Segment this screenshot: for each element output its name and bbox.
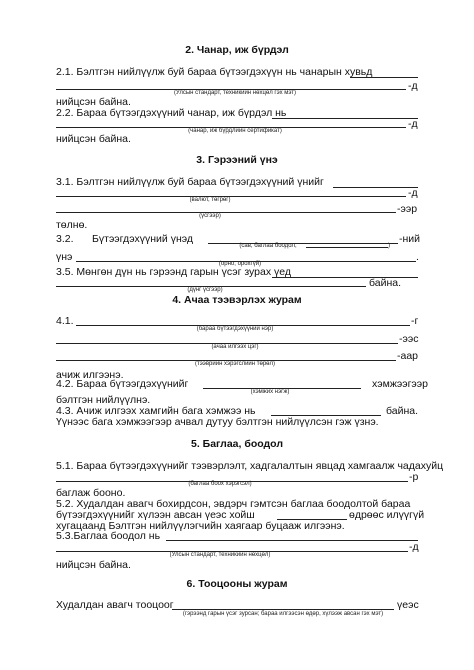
clause-5-3-text: 5.3.Баглаа боодол нь <box>56 530 161 542</box>
clause-5-1-suffix: -р <box>409 471 419 483</box>
clause-5-3-blank-1 <box>166 540 418 541</box>
clause-3-2-caption-blank <box>306 247 388 248</box>
clause-3-2-caption-close: ) <box>388 243 390 249</box>
clause-3-1-suffix-2: -ээр <box>397 203 418 215</box>
clause-5-2-line2-start: бүтээгдэхүүнийг хүлээн авсан үеэс хойш <box>56 509 255 521</box>
clause-2-2-text: 2.2. Бараа бүтээгдэхүүний чанар, иж бүрдэл нь <box>56 107 287 119</box>
clause-2-2-blank-1 <box>272 118 418 119</box>
section-5-title: 5. Баглаа, боодол <box>190 438 284 450</box>
clause-3-5-caption: (дүнг үсгээр) <box>187 287 223 293</box>
clause-4-1-caption-2: (ачаа илгээх цэг) <box>211 344 259 350</box>
clause-5-3-caption: (Улсын стандарт, техникийн нөхцөл) <box>169 552 271 558</box>
clause-2-2-caption: (чанар, иж бүрдлийн сертификат) <box>188 128 282 134</box>
clause-6-caption: (гэрээнд гарын үсэг зурсан; бараа илгээсэн өдөр, хүлээж авсан гэх мэт) <box>182 611 384 617</box>
clause-6-blank <box>172 609 394 610</box>
clause-3-5-suffix: байна. <box>369 277 402 289</box>
clause-3-2-suffix: -ний <box>399 233 421 245</box>
clause-3-1-text: 3.1. Бэлтгэн нийлүүлж буй бараа бүтээгдэхүүний үнийг <box>56 176 324 188</box>
clause-5-1-caption: (баглаа боох хэрэгсэл) <box>188 481 252 487</box>
clause-3-1-caption-words: (үсгээр) <box>199 213 221 219</box>
clause-5-2-line1: 5.2. Худалдан авагч бохирдсон, эвдэрч гэмтсэн баглаа боодолтой бараа <box>56 498 411 510</box>
clause-3-1-end: төлнө. <box>56 219 88 231</box>
clause-3-2-caption-package: (сав, баглаа боодол, <box>239 243 297 249</box>
clause-5-1-text: 5.1. Бараа бүтээгдэхүүнийг тээвэрлэлт, хадгалалтын явцад хамгаалж чадахуйц <box>56 460 444 472</box>
clause-3-1-caption-currency: (валют, төгрөг) <box>189 197 231 203</box>
clause-5-2-line3: хугацаанд Бэлтгэн нийлүүлэгчийн хаягаар буцааж илгээнэ. <box>56 520 345 532</box>
clause-6-text: Худалдан авагч тооцоог <box>56 599 174 611</box>
clause-2-1-blank-1 <box>350 77 418 78</box>
clause-5-1-end: баглаж бооно. <box>56 487 126 499</box>
clause-2-1-suffix: -д <box>408 80 418 92</box>
clause-2-1-end: нийцсэн байна. <box>56 96 131 108</box>
clause-4-1-end: ачиж илгээнэ. <box>56 369 124 381</box>
clause-4-2-end: бэлтгэн нийлүүлнэ. <box>56 394 151 406</box>
section-2-title: 2. Чанар, иж бүрдэл <box>185 44 289 56</box>
clause-3-2-caption-included: (орно; орохгүй) <box>218 261 262 267</box>
clause-3-2-label: 3.2. <box>56 233 74 245</box>
clause-4-1-caption-3: (тээврийн хэрэгслийн төрөл) <box>194 361 276 367</box>
clause-4-1-suffix-2: -ээс <box>399 333 419 345</box>
clause-4-3-text-end: байна. <box>386 405 419 417</box>
clause-4-1-suffix-1: -г <box>411 315 419 327</box>
clause-4-1-label: 4.1. <box>56 315 74 327</box>
clause-3-2-line2-start: үнэ <box>56 251 73 263</box>
clause-4-3-line2: Үүнээс бага хэмжээгээр ачвал дутуу бэлтгэн нийлүүлсэн гэж үзнэ. <box>56 416 379 428</box>
clause-3-1-blank-1 <box>333 187 418 188</box>
clause-3-2-line2-end: . <box>416 251 419 263</box>
clause-4-1-caption-1: (бараа бүтээгдэхүүний нэр) <box>196 326 274 332</box>
section-3-title: 3. Гэрээний үнэ <box>196 154 278 166</box>
clause-4-2-text-end: хэмжээгээр <box>372 378 428 390</box>
clause-2-1-text: 2.1. Бэлтгэн нийлүүлж буй бараа бүтээгдэхүүн нь чанарын хувьд <box>56 66 373 78</box>
clause-4-1-suffix-3: -аар <box>397 350 419 362</box>
clause-3-5-text: 3.5. Мөнгөн дүн нь гэрээнд гарын үсэг зурах үед <box>56 266 291 278</box>
clause-3-1-suffix: -д <box>408 187 418 199</box>
clause-4-2-caption: (хэмжих нэгж) <box>250 389 290 395</box>
clause-3-2-text: Бүтээгдэхүүний үнэд <box>92 233 194 245</box>
clause-5-3-suffix: -д <box>409 541 419 553</box>
clause-4-3-text: 4.3. Ачиж илгээх хамгийн бага хэмжээ нь <box>56 405 256 417</box>
clause-6-text-end: үеэс <box>397 599 419 611</box>
clause-2-2-end: нийцсэн байна. <box>56 133 131 145</box>
clause-4-2-text: 4.2. Бараа бүтээгдэхүүнийг <box>56 378 189 390</box>
section-6-title: 6. Тооцооны журам <box>186 578 288 590</box>
clause-2-1-caption: (Улсын стандарт, техникийн нөхцөл гэх мэт) <box>173 90 297 96</box>
section-4-title: 4. Ачаа тээвэрлэх журам <box>172 294 302 306</box>
clause-5-3-end: нийцсэн байна. <box>56 559 131 571</box>
clause-2-2-suffix: -д <box>408 118 418 130</box>
clause-5-2-line2-end: өдрөөс илүүгүй <box>349 509 425 521</box>
